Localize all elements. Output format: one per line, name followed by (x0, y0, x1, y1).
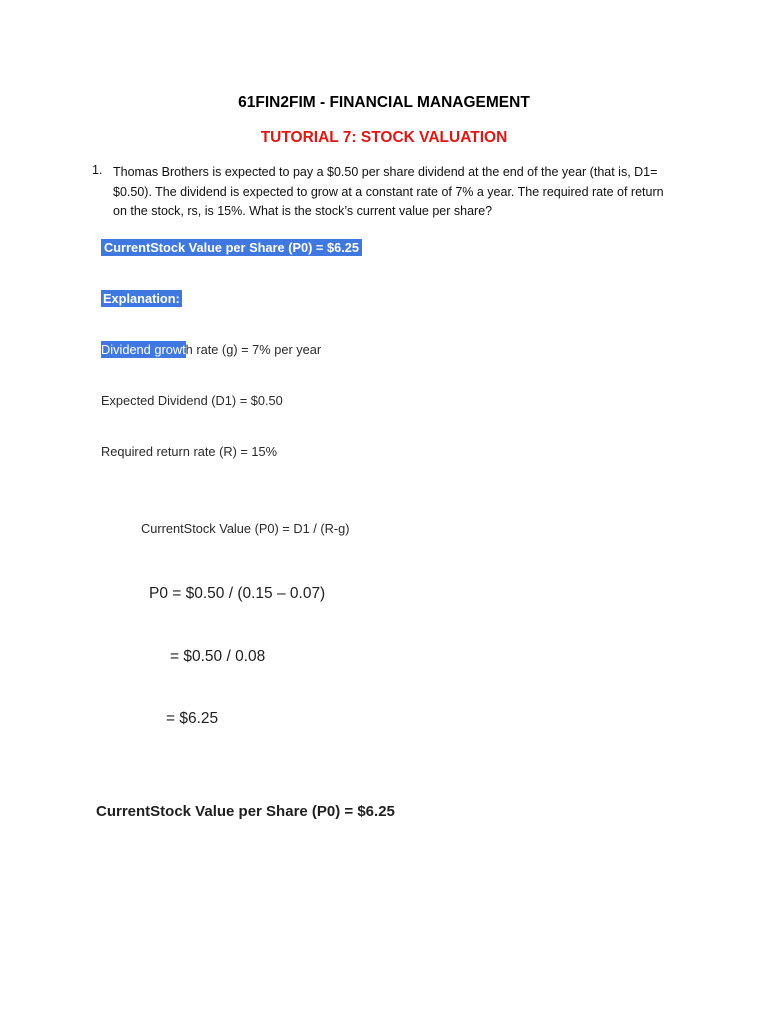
question-number: 1. (92, 163, 103, 177)
document-title: 61FIN2FIM - FINANCIAL MANAGEMENT (238, 94, 530, 111)
valuation-formula: CurrentStock Value (P0) = D1 / (R-g) (141, 521, 350, 536)
calc-step-3: = $6.25 (166, 710, 219, 727)
answer-highlight: CurrentStock Value per Share (P0) = $6.25 (101, 239, 362, 256)
growth-highlight: Dividend growt (101, 342, 186, 357)
expected-dividend-line: Expected Dividend (D1) = $0.50 (101, 393, 283, 408)
question-line: Thomas Brothers is expected to pay a $0.50 per share dividend at the end of the year (that is, D1= (113, 165, 658, 179)
question-text (113, 163, 678, 222)
explanation-label: Explanation: (103, 291, 180, 306)
calc-step-2: = $0.50 / 0.08 (170, 648, 266, 665)
growth-rest: h rate (g) = 7% per year (185, 342, 322, 357)
tutorial-title: TUTORIAL 7: STOCK VALUATION (260, 129, 508, 146)
calc-step-1: P0 = $0.50 / (0.15 – 0.07) (149, 585, 326, 602)
final-answer: CurrentStock Value per Share (P0) = $6.25 (96, 803, 395, 820)
growth-rate-line (101, 342, 321, 357)
required-return-line: Required return rate (R) = 15% (101, 444, 278, 459)
question-line: on the stock, rs, is 15%. What is the stock’s current value per share? (113, 204, 493, 218)
question-line: $0.50). The dividend is expected to grow at a constant rate of 7% a year. The required rate of return (113, 184, 664, 199)
